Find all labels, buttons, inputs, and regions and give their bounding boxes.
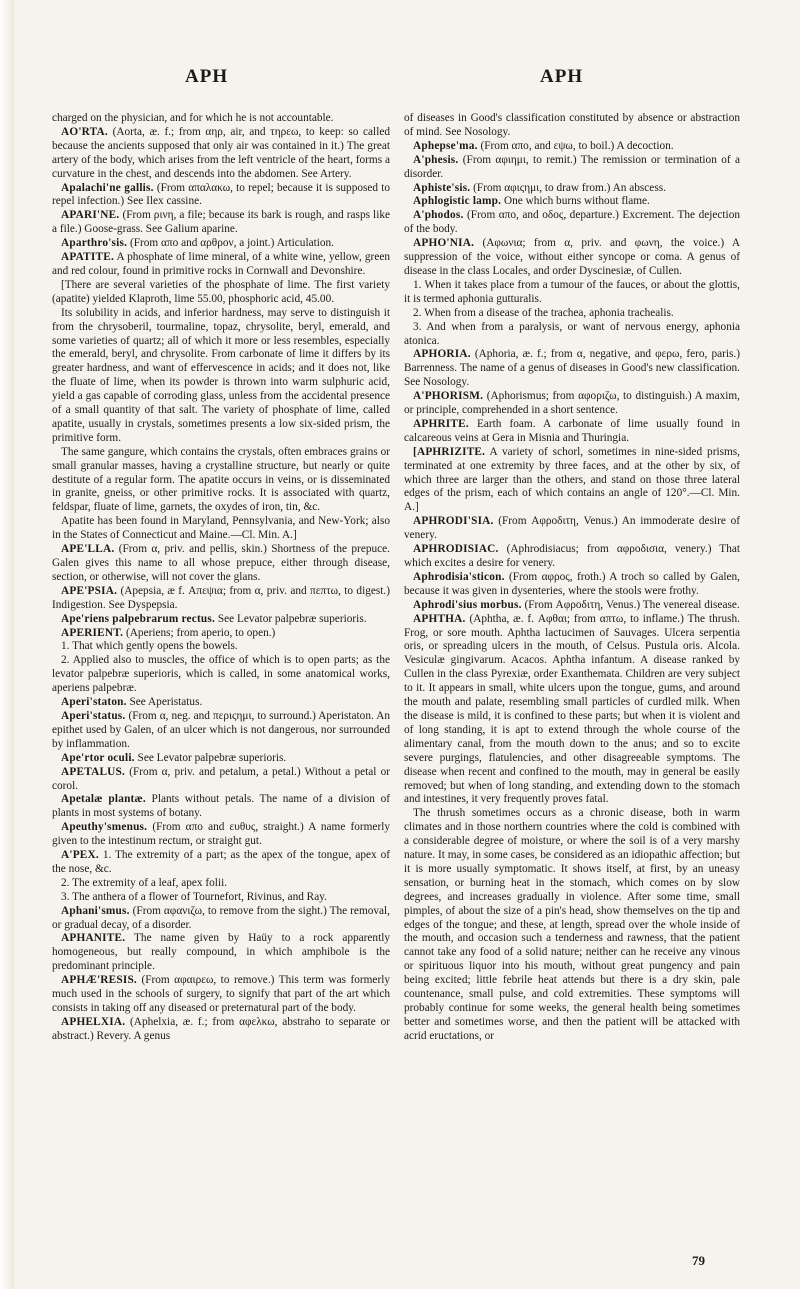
entry-headword: A'PHORISM.	[413, 390, 484, 403]
entry-text: (From απο and αρθρον, a joint.) Articulation.	[129, 237, 334, 250]
entry-headword: A'PEX.	[61, 849, 99, 862]
dictionary-entry	[52, 515, 390, 543]
entry-text: 3. And when from a paralysis, or want of nervous energy, aphonia atonica.	[404, 320, 740, 347]
dictionary-entry	[404, 195, 740, 209]
page-edge-shadow	[0, 0, 14, 1289]
entry-text: (From απο, and οδος, departure.) Excrement. The dejection of the body.	[404, 209, 740, 236]
right-column	[404, 112, 740, 1044]
entry-text: 1. That which gently opens the bowels.	[61, 640, 238, 653]
entry-text: (From αφαιρεω, to remove.) This term was formerly much used in the schools of surgery, to signify that part of the art which consists in taking off any diseased or preternatural part of the body.	[52, 974, 390, 1014]
dictionary-entry	[404, 140, 740, 154]
dictionary-entry	[404, 807, 740, 1043]
entry-headword: Aphepse'ma.	[413, 139, 478, 152]
entry-headword: A'phodos.	[413, 209, 464, 222]
entry-headword: APHORIA.	[413, 348, 471, 361]
entry-headword: Ape'rtor oculi.	[61, 751, 135, 764]
entry-headword: Aperi'staton.	[61, 696, 127, 709]
dictionary-entry	[404, 112, 740, 140]
dictionary-entry	[404, 154, 740, 182]
entry-text: Plants without petals. The name of a division of plants in most systems of botany.	[52, 793, 390, 820]
entry-text: See Levator palpebræ superioris.	[217, 612, 367, 625]
entry-headword: Aphrodisia'sticon.	[413, 570, 505, 583]
entry-headword: Aparthro'sis.	[61, 237, 128, 250]
entry-text: (Aphorismus; from αφοριζω, to distinguish.) A maxim, or principle, comprehended in a short sentence.	[404, 390, 741, 417]
dictionary-entry	[52, 209, 390, 237]
entry-headword: APHÆ'RESIS.	[61, 974, 137, 987]
entry-text: (From απο, and εψω, to boil.) A decoction.	[480, 139, 674, 152]
dictionary-entry	[52, 1016, 390, 1044]
entry-headword: Apalachi'ne gallis.	[61, 181, 154, 194]
entry-text: (Aperiens; from aperio, to open.)	[126, 626, 276, 639]
entry-headword: [APHRIZITE.	[413, 445, 486, 458]
dictionary-entry	[404, 418, 740, 446]
dictionary-entry	[52, 279, 390, 307]
entry-text: (Αφωνια; from α, priv. and φωνη, the voice.) A suppression of the voice, without either syncope or coma. A genus of disease in the class Locales, and order Dyscinesiæ, of Cullen.	[404, 237, 740, 277]
dictionary-entry	[52, 905, 390, 933]
dictionary-entry	[404, 279, 740, 307]
entry-headword: Aperi'status.	[61, 709, 126, 722]
entry-text: See Aperistatus.	[129, 696, 203, 709]
dictionary-entry	[404, 613, 740, 808]
entry-headword: APETALUS.	[61, 765, 126, 778]
entry-headword: APHRODI'SIA.	[413, 515, 494, 528]
running-head-left: APH	[185, 66, 229, 87]
dictionary-entry	[404, 390, 740, 418]
entry-text: (From αφανιζω, to remove from the sight.) The removal, or gradual decay, of a disorder.	[52, 904, 391, 931]
entry-text: [There are several varieties of the phosphate of lime. The first variety (apatite) yielded Klaproth, lime 55.00, phosphoric acid, 45.00.	[52, 278, 390, 305]
entry-text: (Aorta, æ. f.; from αηρ, air, and τηρεω, to keep: so called because the ancients supposed that only air was contained in it.) The great artery of the body, which arises from the left ventricle of the heart, forms a curvature in the chest, and descends into the abdomen. See Artery.	[52, 125, 390, 180]
entry-text: (Aphtha, æ. f. Αφθαι; from απτω, to inflame.) The thrush. Frog, or sore mouth. Aphtha lactucimen of Sauvages. Ulcera serpentia oris, or spreading ulcers in the mouth, of Celsus. Pustula oris. Alcola. Vesiculæ gingivarum. Acacos. Aphtha infantum. A disease ranked by Cullen in the class Pyrexiæ, order Exanthemata. Children are very subject to it. It appears in small, white ulcers upon the tongue, gums, and around the mouth and palate, resembling small particles of curdled milk. When the disease is mild, it is confined to these parts; but when it is violent and of long standing, it is apt to extend through the whole course of the alimentary canal, from the mouth down to the anus; and so to excite severe purgings, flatulencies, and other disagreeable symptoms. The disease when recent and confined to the mouth, may in general be easily removed; but when of long standing, and extending down to the stomach and intestines, it very frequently proves fatal.	[404, 612, 741, 806]
entry-text: (From ρινη, a file; because its bark is rough, and rasps like a file.) Goose-grass. See Galium aparine.	[52, 209, 391, 236]
entry-text: (From α, priv. and pellis, skin.) Shortness of the prepuce. Galen gives this name to all whose prepuce, either through disease, section, or otherwise, will not cover the glans.	[52, 543, 390, 583]
entry-headword: APE'PSIA.	[61, 584, 118, 597]
entry-headword: APATITE.	[61, 251, 114, 264]
dictionary-entry	[52, 640, 390, 654]
entry-headword: Ape'riens palpebrarum rectus.	[61, 612, 216, 625]
dictionary-entry	[52, 585, 390, 613]
entry-headword: APHTHA.	[413, 612, 466, 625]
dictionary-entry	[52, 849, 390, 877]
entry-headword: Aphlogistic lamp.	[413, 195, 502, 208]
dictionary-entry	[404, 237, 740, 279]
entry-text: A phosphate of lime mineral, of a white wine, yellow, green and red colour, found in primitive rocks in Cornwall and Devonshire.	[52, 251, 390, 277]
dictionary-entry	[52, 627, 390, 641]
entry-headword: Aphiste'sis.	[413, 181, 471, 194]
dictionary-entry	[404, 543, 740, 571]
entry-text: (From απο and ευθυς, straight.) A name formerly given to the intestinum rectum, or straight gut.	[52, 821, 390, 848]
entry-text: (From αφιημι, to remit.) The remission or termination of a disorder.	[404, 153, 740, 180]
dictionary-entry	[52, 126, 390, 182]
entry-text: 3. The anthera of a flower of Tournefort, Rivinus, and Ray.	[61, 890, 327, 903]
dictionary-entry	[52, 793, 390, 821]
entry-headword: Apeuthy'smenus.	[61, 821, 148, 834]
running-head-right: APH	[540, 66, 584, 87]
entry-headword: APHRITE.	[413, 417, 469, 430]
entry-headword: Apetalæ plantæ.	[61, 793, 146, 806]
entry-headword: APARI'NE.	[61, 209, 120, 222]
entry-text: 2. The extremity of a leaf, apex folii.	[61, 876, 228, 889]
entry-text: of diseases in Good's classification constituted by absence or abstraction of mind. See Nosology.	[404, 112, 740, 138]
entry-text: 1. When it takes place from a tumour of the fauces, or about the glottis, it is termed aphonia gutturalis.	[404, 278, 740, 305]
dictionary-entry	[52, 974, 390, 1016]
entry-headword: APE'LLA.	[61, 543, 115, 556]
entry-headword: AO'RTA.	[61, 125, 108, 138]
entry-text: (From α, neg. and περιςημι, to surround.) Aperistaton. An epithet used by Galen, of an ulcer which is not dangerous, nor surrounded by inflammation.	[52, 709, 390, 750]
entry-text: 1. The extremity of a part; as the apex of the tongue, apex of the nose, &c.	[52, 849, 390, 875]
dictionary-entry	[404, 571, 740, 599]
dictionary-entry	[52, 766, 390, 794]
entry-text: (From αφιςημι, to draw from.) An abscess.	[473, 181, 666, 194]
entry-text: (Aphoria, æ. f.; from α, negative, and φερω, fero, paris.) Barrenness. The name of a genus of diseases in Good's new classification. See Nosology.	[404, 348, 740, 389]
dictionary-entry	[52, 821, 390, 849]
entry-text: (From απαλακω, to repel; because it is supposed to repel infection.) See Ilex cassine.	[52, 181, 391, 208]
entry-text: See Levator palpebræ superioris.	[137, 751, 287, 764]
dictionary-entry	[52, 891, 390, 905]
entry-text: (Aphrodisiacus; from αφροδισια, venery.) That which excites a desire for venery.	[404, 543, 741, 569]
entry-text: One which burns without flame.	[503, 195, 650, 208]
dictionary-entry	[52, 710, 390, 752]
dictionary-entry	[404, 209, 740, 237]
entry-text: (Apepsia, æ f. Απεψια; from α, priv. and πεπτω, to digest.) Indigestion. See Dyspepsia.	[52, 584, 390, 611]
entry-headword: Aphrodi'sius morbus.	[413, 598, 522, 611]
dictionary-entry	[52, 112, 390, 126]
entry-headword: A'phesis.	[413, 153, 459, 166]
dictionary-entry	[404, 321, 740, 349]
entry-text: The thrush sometimes occurs as a chronic disease, both in warm climates and in those northern countries where the cold is combined with a considerable degree of moisture, or where the soil is of a very marshy nature. It may, in some cases, be considered as an idiopathic affection; but it is more usually symptomatic. It shows itself, at first, by an uneasy sensation, or burning heat in the stomach, which comes on by slow degrees, and increases gradually in violence. After some time, small pimples, of about the size of a pin's head, show themselves on the tip and edges of the tongue; and these, at length, spread over the whole inside of the mouth, and occasion such a tenderness and rawness, that the patient cannot take any food of a solid nature; neither can he receive any vinous or spirituous liquor into his mouth, without great pungency and pain being excited; little febrile heat attends but there is a dry skin, pale countenance, small pulse, and cold extremities. These symptoms will probably continue for some weeks, the general health being sometimes better and sometimes worse, and then the patient will be attacked with acrid eructations, or	[404, 807, 740, 1042]
dictionary-entry	[404, 307, 740, 321]
dictionary-entry	[404, 515, 740, 543]
dictionary-entry	[404, 446, 740, 516]
entry-text: 2. Applied also to muscles, the office of which is to open parts; as the levator palpebræ superioris, which is called, in some anatomical works, aperiens palpebræ.	[52, 654, 390, 695]
dictionary-entry	[52, 613, 390, 627]
dictionary-entry	[52, 251, 390, 279]
entry-text: Its solubility in acids, and inferior hardness, may serve to distinguish it from the chrysoberil, tourmaline, topaz, chrysolite, beryl, emerald, and some varieties of quartz; all of which it more or less resembles, especially the emerald, beryl, and chrysolite. From carbonate of lime it differs by its greater hardness, and want of effervescence in acids; and it does not, like the fluate of lime, when its powder is thrown into warm sulphuric acid, yield a gas capable of corroding glass, unless from the accidental presence of a small quantity of that salt. The variety of phosphate of lime, called apatite, usually in crystals, sometimes presents a low six-sided prism, the primitive form.	[52, 306, 390, 444]
entry-text: (From α, priv. and petalum, a petal.) Without a petal or corol.	[52, 765, 390, 792]
entry-headword: APHRODISIAC.	[413, 543, 499, 556]
dictionary-entry	[404, 348, 740, 390]
dictionary-entry	[52, 654, 390, 696]
page-number: 79	[692, 1253, 705, 1268]
dictionary-entry	[52, 932, 390, 974]
left-column	[52, 112, 390, 1044]
entry-headword: APHELXIA.	[61, 1015, 126, 1028]
entry-text: A variety of schorl, sometimes in nine-sided prisms, terminated at one extremity by three faces, and at the other by six, of which three are larger than the others, and stand on those three lateral edges of the prism, each of which contains an angle of 120°.—Cl. Min. A.]	[404, 445, 740, 514]
entry-text: 2. When from a disease of the trachea, aphonia trachealis.	[413, 306, 674, 319]
entry-text: charged on the physician, and for which he is not accountable.	[52, 112, 334, 124]
entry-text: The same gangure, which contains the crystals, often embraces grains or small granular masses, having a crystalline structure, but nearly or quite destitute of a regular form. The apatite occurs in veins, or is disseminated in granite, gneiss, or other primitive rocks. It is associated with quartz, feldspar, fluate of lime, garnets, the oxydes of iron, tin, &c.	[52, 445, 390, 514]
entry-headword: Aphani'smus.	[61, 904, 130, 917]
dictionary-entry	[52, 237, 390, 251]
entry-text: (From Αφροδιτη, Venus.) The venereal disease.	[524, 598, 740, 611]
entry-text: Earth foam. A carbonate of lime usually found in calcareous veins at Gera in Misnia and Thuringia.	[404, 417, 741, 444]
entry-text: Apatite has been found in Maryland, Pennsylvania, and New-York; also in the States of Connecticut and Maine.—Cl. Min. A.]	[52, 515, 390, 542]
dictionary-entry	[52, 543, 390, 585]
entry-headword: APHO'NIA.	[413, 237, 475, 250]
dictionary-entry	[52, 182, 390, 210]
entry-text: The name given by Haüy to a rock apparently homogeneous, but really compound, in which amphibole is the predominant principle.	[52, 932, 390, 973]
entry-text: (From αφρος, froth.) A troch so called by Galen, because it was given in dysenteries, where the stools were frothy.	[404, 570, 740, 597]
entry-headword: APHANITE.	[61, 932, 126, 945]
dictionary-entry	[404, 182, 740, 196]
entry-text: (From Αφροδιτη, Venus.) An immoderate desire of venery.	[404, 515, 740, 542]
dictionary-entry	[52, 877, 390, 891]
entry-text: (Aphelxia, æ. f.; from αφελκω, abstraho to separate or abstract.) Revery. A genus	[52, 1015, 390, 1042]
dictionary-entry	[52, 752, 390, 766]
dictionary-entry	[52, 446, 390, 516]
entry-headword: APERIENT.	[61, 626, 124, 639]
dictionary-entry	[52, 696, 390, 710]
dictionary-entry	[52, 307, 390, 446]
dictionary-entry	[404, 599, 740, 613]
